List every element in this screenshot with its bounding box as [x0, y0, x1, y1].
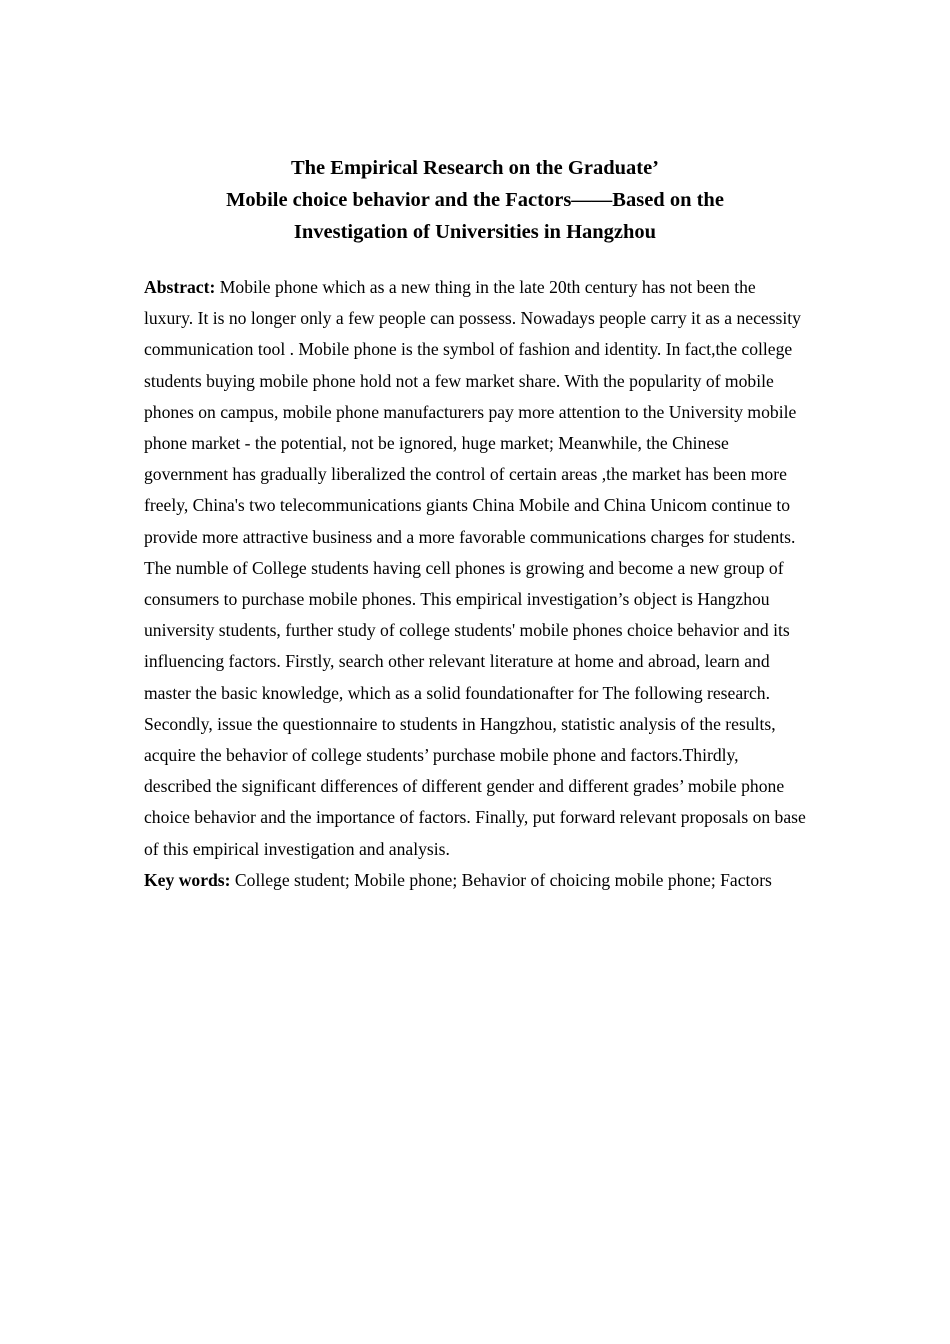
abstract-paragraph	[144, 272, 808, 865]
abstract-section	[144, 272, 808, 896]
keywords-paragraph	[144, 865, 808, 896]
paper-title	[0, 152, 950, 248]
keywords-text: College student; Mobile phone; Behavior of choicing mobile phone; Factors	[234, 869, 772, 890]
title-line-1: The Empirical Research on the Graduate’	[290, 157, 660, 179]
keywords-label: Key words:	[144, 869, 231, 890]
title-line-3: Investigation of Universities in Hangzhou	[293, 221, 657, 243]
title-line-2: Mobile choice behavior and the Factors——Based on the	[226, 189, 724, 211]
abstract-label: Abstract:	[144, 277, 216, 297]
abstract-text: Mobile phone which as a new thing in the late 20th century has not been the luxury. It is no longer only a few people can possess. Nowadays people carry it as a necessity communication tool . Mobile phone is the symbol of fashion and identity. In fact,the college students buying mobile phone hold not a few market share. With the popularity of mobile phones on campus, mobile phone manufacturers pay more attention to the University mobile phone market - the potential, not be ignored, huge market; Meanwhile, the Chinese government has gradually liberalized the control of certain areas ,the market has been more freely, China's two telecommunications giants China Mobile and China Unicom continue to provide more attractive business and a more favorable communications charges for students. The numble of College students having cell phones is growing and become a new group of consumers to purchase mobile phones. This empirical investigation’s object is Hangzhou university students, further study of college students' mobile phones choice behavior and its influencing factors. Firstly, search other relevant literature at home and abroad, learn and master the basic knowledge, which as a solid foundationafter for The following research. Secondly, issue the questionnaire to students in Hangzhou, statistic analysis of the results, acquire the behavior of college students’ purchase mobile phone and factors.Thirdly, described the significant differences of different gender and different grades’ mobile phone choice behavior and the importance of factors. Finally, put forward relevant proposals on base of this empirical investigation and analysis.	[144, 277, 806, 859]
